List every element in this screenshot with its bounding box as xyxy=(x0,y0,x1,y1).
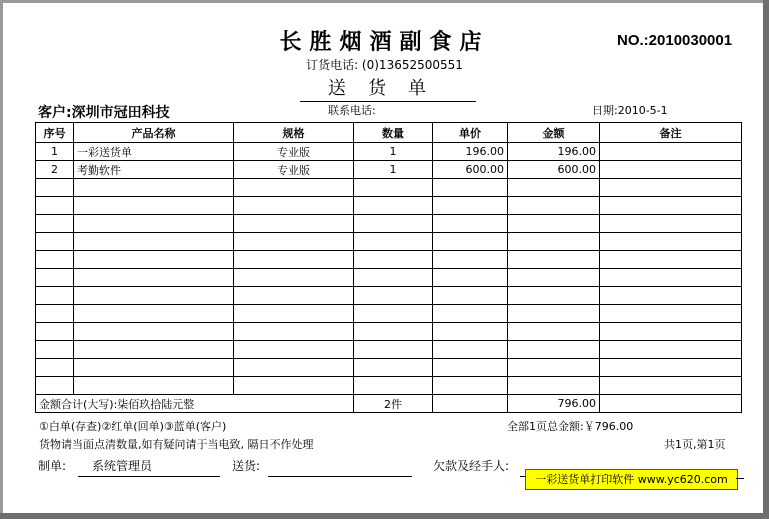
delivery-label: 送货: xyxy=(232,459,261,473)
cell-unit-price: 196.00 xyxy=(433,143,508,161)
cell-quantity xyxy=(354,287,433,305)
cell-remarks xyxy=(600,377,742,395)
cell-remarks xyxy=(600,287,742,305)
column-header-quantity: 数量 xyxy=(354,123,433,143)
cell-spec: 专业版 xyxy=(234,161,354,179)
cell-quantity xyxy=(354,341,433,359)
cell-unit-price: 600.00 xyxy=(433,161,508,179)
cell-index xyxy=(36,305,74,323)
cell-spec xyxy=(234,323,354,341)
cell-remarks xyxy=(600,341,742,359)
cell-quantity xyxy=(354,179,433,197)
column-header-index: 序号 xyxy=(36,123,74,143)
cell-unit-price xyxy=(433,233,508,251)
shop-title: 长胜烟酒副食店 xyxy=(279,29,490,55)
cell-product xyxy=(74,179,234,197)
cell-index xyxy=(36,215,74,233)
cell-remarks xyxy=(600,305,742,323)
maker-signature-line xyxy=(78,476,220,477)
column-header-product: 产品名称 xyxy=(74,123,234,143)
cell-product xyxy=(74,305,234,323)
cell-unit-price xyxy=(433,323,508,341)
cell-index xyxy=(36,323,74,341)
cell-product xyxy=(74,197,234,215)
cell-spec xyxy=(234,215,354,233)
table-total-row xyxy=(36,395,742,413)
cell-product xyxy=(74,269,234,287)
table-row xyxy=(36,143,742,161)
cell-unit-price xyxy=(433,287,508,305)
cell-index: 2 xyxy=(36,161,74,179)
cell-unit-price xyxy=(433,341,508,359)
cell-amount xyxy=(508,341,600,359)
cell-spec xyxy=(234,287,354,305)
document-number: NO.:2010030001 xyxy=(617,32,733,49)
cell-amount xyxy=(508,359,600,377)
cell-amount xyxy=(508,305,600,323)
total-unit-price-empty xyxy=(433,395,508,413)
cell-index xyxy=(36,179,74,197)
cell-quantity xyxy=(354,233,433,251)
cell-index xyxy=(36,233,74,251)
total-remarks-empty xyxy=(600,395,742,413)
cell-remarks xyxy=(600,323,742,341)
cell-product xyxy=(74,287,234,305)
cell-amount: 196.00 xyxy=(508,143,600,161)
table-header-row xyxy=(36,123,742,143)
cell-amount xyxy=(508,215,600,233)
maker-label: 制单: xyxy=(38,459,67,473)
cell-amount: 600.00 xyxy=(508,161,600,179)
banner-line xyxy=(736,478,744,479)
customer-name: 客户:深圳市冠田科技 xyxy=(38,105,170,121)
cell-spec xyxy=(234,341,354,359)
cell-product xyxy=(74,377,234,395)
cell-quantity xyxy=(354,197,433,215)
cell-index xyxy=(36,197,74,215)
order-phone: 订货电话: (0)13652500551 xyxy=(306,58,463,72)
table-row xyxy=(36,251,742,269)
cell-product xyxy=(74,233,234,251)
cell-quantity xyxy=(354,215,433,233)
cell-quantity xyxy=(354,305,433,323)
cell-unit-price xyxy=(433,269,508,287)
cell-unit-price xyxy=(433,251,508,269)
cell-index xyxy=(36,377,74,395)
cell-amount xyxy=(508,179,600,197)
maker-value: 系统管理员 xyxy=(92,459,153,473)
cell-spec: 专业版 xyxy=(234,143,354,161)
cell-remarks xyxy=(600,179,742,197)
cell-amount xyxy=(508,323,600,341)
grand-total: 全部1页总金额:￥796.00 xyxy=(507,420,634,433)
cell-quantity xyxy=(354,251,433,269)
cell-amount xyxy=(508,197,600,215)
table-row xyxy=(36,377,742,395)
cell-amount xyxy=(508,233,600,251)
copy-distribution-note: ①白单(存查)②红单(回单)③蓝单(客户) xyxy=(39,420,227,433)
table-row xyxy=(36,161,742,179)
cell-remarks xyxy=(600,233,742,251)
cell-spec xyxy=(234,197,354,215)
cell-amount xyxy=(508,251,600,269)
software-banner[interactable]: 一彩送货单打印软件 www.yc620.com xyxy=(525,469,738,490)
cell-index xyxy=(36,269,74,287)
cell-unit-price xyxy=(433,359,508,377)
cell-remarks xyxy=(600,251,742,269)
cell-product xyxy=(74,251,234,269)
cell-spec xyxy=(234,179,354,197)
cell-unit-price xyxy=(433,305,508,323)
table-row xyxy=(36,341,742,359)
cell-quantity xyxy=(354,269,433,287)
cell-spec xyxy=(234,305,354,323)
cell-index: 1 xyxy=(36,143,74,161)
document-type-title: 送货单 xyxy=(300,74,476,102)
cell-spec xyxy=(234,233,354,251)
cell-product xyxy=(74,323,234,341)
cell-remarks xyxy=(600,359,742,377)
table-row xyxy=(36,269,742,287)
cell-remarks xyxy=(600,143,742,161)
column-header-remarks: 备注 xyxy=(600,123,742,143)
window-frame-right xyxy=(763,0,769,519)
cell-spec xyxy=(234,269,354,287)
table-row xyxy=(36,305,742,323)
cell-quantity xyxy=(354,377,433,395)
table-row xyxy=(36,197,742,215)
cell-index xyxy=(36,251,74,269)
table-row xyxy=(36,179,742,197)
cell-remarks xyxy=(600,215,742,233)
window-frame-top xyxy=(0,0,769,3)
cell-unit-price xyxy=(433,377,508,395)
cell-unit-price xyxy=(433,215,508,233)
cell-quantity: 1 xyxy=(354,161,433,179)
cell-spec xyxy=(234,359,354,377)
cell-remarks xyxy=(600,161,742,179)
cell-quantity: 1 xyxy=(354,143,433,161)
window-frame-left xyxy=(0,0,3,519)
table-row xyxy=(36,215,742,233)
cell-amount xyxy=(508,287,600,305)
document-date: 日期:2010-5-1 xyxy=(592,104,668,117)
cell-amount xyxy=(508,377,600,395)
notice-text: 货物请当面点清数量,如有疑问请于当电致, 隔日不作处理 xyxy=(39,438,314,451)
cell-spec xyxy=(234,251,354,269)
table-row xyxy=(36,359,742,377)
handler-label: 欠款及经手人: xyxy=(433,459,510,473)
cell-remarks xyxy=(600,269,742,287)
column-header-spec: 规格 xyxy=(234,123,354,143)
cell-product xyxy=(74,359,234,377)
cell-product xyxy=(74,215,234,233)
table-row xyxy=(36,233,742,251)
table-row xyxy=(36,287,742,305)
cell-unit-price xyxy=(433,197,508,215)
cell-index xyxy=(36,287,74,305)
cell-index xyxy=(36,341,74,359)
cell-amount xyxy=(508,269,600,287)
total-amount: 796.00 xyxy=(508,395,600,413)
cell-product: 考勤软件 xyxy=(74,161,234,179)
cell-spec xyxy=(234,377,354,395)
cell-product xyxy=(74,341,234,359)
column-header-amount: 金额 xyxy=(508,123,600,143)
cell-quantity xyxy=(354,359,433,377)
column-header-unit-price: 单价 xyxy=(433,123,508,143)
cell-product: 一彩送货单 xyxy=(74,143,234,161)
cell-unit-price xyxy=(433,179,508,197)
cell-index xyxy=(36,359,74,377)
total-quantity: 2件 xyxy=(354,395,433,413)
delivery-signature-line xyxy=(268,476,412,477)
contact-phone: 联系电话: xyxy=(328,104,376,117)
cell-quantity xyxy=(354,323,433,341)
cell-remarks xyxy=(600,197,742,215)
window-frame-bottom xyxy=(0,513,769,519)
delivery-items-table xyxy=(35,122,742,413)
table-row xyxy=(36,323,742,341)
page-count: 共1页,第1页 xyxy=(664,438,726,451)
total-amount-in-words: 金额合计(大写):柒佰玖拾陆元整 xyxy=(36,395,354,413)
